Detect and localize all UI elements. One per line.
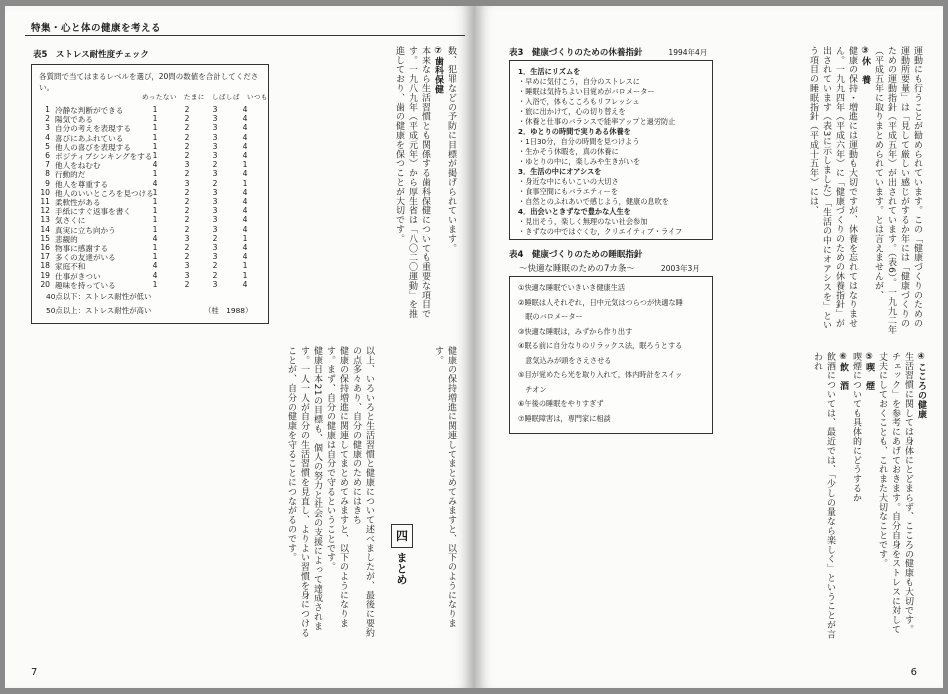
table3-line: ・休養と仕事のバランスで能率アップと過労防止 bbox=[518, 117, 676, 126]
right-text-17: 生活習慣に関しては身体にとどまら bbox=[903, 352, 913, 503]
right-text-22: にしておくことも、これまた大切なこ bbox=[877, 370, 887, 531]
book-gutter bbox=[469, 6, 479, 688]
table5-instruction: 各質問で当てはまるレベルを選び，20問の数値を合計してください。 bbox=[39, 72, 259, 92]
table3-line: ・ゆとりの中に，楽しみや生きがいを bbox=[518, 157, 641, 166]
left-text-0: 数、犯罪などの予防に目標が掲げられ bbox=[446, 46, 456, 206]
section-number: 四 bbox=[391, 524, 413, 548]
table5-row-number: 5 bbox=[45, 141, 50, 151]
left-text-13: うことです。 bbox=[325, 515, 335, 572]
table5-score: 1 bbox=[152, 243, 158, 252]
table4-title: 表4 健康づくりのための睡眠指針 bbox=[509, 250, 643, 260]
right-text-27: の量なら楽しく」ということが言われ bbox=[812, 352, 835, 639]
table3-line: 1．生活にリズムを bbox=[518, 67, 581, 76]
right-subhead-mind: ④こころの健康 bbox=[916, 352, 926, 419]
table3-line: ・睡眠は気持ちよい目覚めがバロメーター bbox=[518, 87, 655, 96]
table4-line: 意気込みが頭をさえさせる bbox=[518, 355, 612, 365]
table5-score: 2 bbox=[184, 114, 190, 124]
table5-row bbox=[38, 280, 288, 292]
left-subhead-dental: ⑦歯科保健 bbox=[433, 46, 443, 94]
table5-score: 4 bbox=[242, 252, 248, 262]
table5-score: 2 bbox=[184, 215, 190, 225]
table5-score: 1 bbox=[152, 141, 158, 151]
table3-line: 2．ゆとりの時間で実りある休養を bbox=[518, 127, 631, 136]
table5-row-number: 19 bbox=[40, 270, 50, 280]
table5-score: 1 bbox=[242, 261, 248, 271]
left-upper-text bbox=[261, 46, 457, 328]
table5-score: 4 bbox=[152, 160, 158, 170]
table5-box bbox=[31, 64, 269, 324]
table3-line: ・自然とのふれあいで感じよう，健康の息吹を bbox=[518, 197, 669, 206]
table5-score: 1 bbox=[152, 123, 158, 133]
table5-score: 1 bbox=[152, 151, 158, 160]
table5-row-number: 2 bbox=[45, 114, 50, 124]
running-head: 特集・心と体の健康を考える bbox=[31, 23, 162, 34]
table5-score: 1 bbox=[152, 224, 158, 234]
left-text-15: 社会の支援によって達成されます。 bbox=[299, 346, 322, 631]
left-lower-text bbox=[25, 346, 375, 646]
right-page bbox=[479, 6, 943, 688]
right-upper-text bbox=[723, 46, 923, 336]
right-text-24: 喫煙についても具体的にどうするか bbox=[851, 352, 861, 503]
table5-score: 4 bbox=[242, 123, 248, 133]
right-text-2: 要量」は「見して厳しい感じがするか bbox=[899, 74, 909, 235]
table5-footer1: 40点以下：ストレス耐性が低い bbox=[46, 292, 152, 301]
table3-line: ・きずなの中ではぐくむ，クリエイティブ・ライフ bbox=[518, 227, 683, 236]
right-subhead-smoking: ⑤喫 煙 bbox=[864, 352, 874, 391]
table5-score: 3 bbox=[212, 151, 218, 160]
table5-row-text: 気さくに bbox=[55, 216, 86, 226]
table5-score: 4 bbox=[242, 105, 248, 114]
table3-line: ・1日30分，自分の時間を見つけよう bbox=[518, 137, 640, 146]
table5-score: 2 bbox=[184, 252, 190, 262]
table5-title: 表5 ストレス耐性度チェック bbox=[33, 50, 149, 60]
table5-score: 3 bbox=[212, 206, 218, 216]
table5-score: 3 bbox=[212, 123, 218, 133]
table5-row-number: 14 bbox=[40, 224, 50, 234]
table5-footer2: 50点以上：ストレス耐性が高い bbox=[46, 306, 152, 315]
table3-box bbox=[509, 60, 713, 240]
right-text-9: 健康の保持・増進には運動も大切で bbox=[847, 46, 857, 197]
table5-score: 3 bbox=[212, 105, 218, 114]
table5-score: 4 bbox=[152, 261, 158, 271]
table3-line: ・身近な中にもいこいの大切さ bbox=[518, 177, 619, 186]
left-text-10: 健康の保持増進に関連してまとめて bbox=[338, 346, 348, 497]
right-text-21: す。自分自身をストレスに対して丈夫 bbox=[877, 352, 900, 634]
table5-row-text: 喜びにあふれている bbox=[55, 133, 124, 143]
left-text-9: 多々あり、自分の健康のためにはきち bbox=[351, 364, 361, 525]
left-text-1: ています。 bbox=[446, 205, 456, 253]
table5-row-number: 18 bbox=[40, 261, 50, 271]
table5-score: 1 bbox=[152, 114, 158, 124]
table3-line: ・見出そう，楽しく無理のない社会参加 bbox=[518, 217, 648, 226]
table5-row-text: 物事に感謝する bbox=[55, 244, 109, 253]
table5-score: 2 bbox=[184, 197, 190, 206]
right-text-23: とです。 bbox=[877, 530, 887, 569]
table5-score: 3 bbox=[184, 233, 190, 243]
table5-score: 4 bbox=[242, 243, 248, 252]
table3-line: ・旅に出かけて，心の切り替えを bbox=[518, 107, 626, 116]
table5-score: 3 bbox=[212, 252, 218, 262]
table5-score: 2 bbox=[184, 123, 190, 133]
table5-row-text: 手紙にすぐ返事を書く bbox=[55, 207, 131, 217]
left-edge-text bbox=[417, 346, 457, 646]
table5-score: 3 bbox=[184, 160, 190, 170]
right-text-26: 飲酒については、最近では、「少し bbox=[825, 352, 835, 498]
table5-row-text: 他人のいいところを見つける bbox=[55, 188, 154, 198]
left-text-12: まず、自分の健康は自分で守るとい bbox=[325, 364, 335, 516]
table5-score: 1 bbox=[152, 206, 158, 216]
table5-row-number: 11 bbox=[40, 197, 50, 206]
table4-subtitle-text: ～快適な睡眠のための7カ条～ bbox=[519, 264, 635, 274]
right-text-3: 年には「健康づくりのための運動指針 bbox=[886, 46, 909, 329]
table4-line: ②睡眠は人それぞれ，日中元気はつらつが快適な睡 bbox=[518, 297, 683, 307]
table5-score: 1 bbox=[152, 169, 158, 179]
table5-score: 2 bbox=[184, 224, 190, 234]
table5-row-number: 6 bbox=[45, 151, 50, 160]
left-page-number: 7 bbox=[31, 667, 38, 678]
table4-subtitle bbox=[519, 262, 700, 274]
table4-line: ③快適な睡眠は，みずから作り出す bbox=[518, 326, 633, 336]
left-text-20: 健康の保持増進に関連してまとめて bbox=[446, 346, 456, 497]
table5-score: 3 bbox=[212, 197, 218, 206]
header-rule bbox=[25, 35, 465, 36]
right-text-11: 九九四年（平成六年）に「健康づくり bbox=[834, 74, 844, 235]
table5-score: 4 bbox=[242, 141, 248, 151]
table5-score: 1 bbox=[242, 178, 248, 188]
table5-score: 1 bbox=[242, 160, 248, 170]
table5-score: 3 bbox=[212, 215, 218, 225]
table5-score: 2 bbox=[212, 270, 218, 280]
table3-date: 1994年4月 bbox=[668, 48, 708, 57]
right-text-18: ず、こころの健康も大切です。 bbox=[903, 502, 913, 635]
table5-score: 4 bbox=[242, 197, 248, 206]
table5-score: 1 bbox=[242, 270, 248, 280]
table5-row-text: 家庭不和 bbox=[55, 262, 86, 272]
table5-score: 2 bbox=[184, 105, 190, 114]
table5-score: 3 bbox=[212, 141, 218, 151]
table5-score: 2 bbox=[184, 132, 190, 142]
table5-score: 4 bbox=[242, 279, 248, 289]
table5-score: 3 bbox=[212, 279, 218, 289]
table5-row-number: 3 bbox=[45, 123, 50, 133]
right-text-1: す。この「健康づくりのための運動所 bbox=[899, 46, 922, 329]
table5-score: 4 bbox=[242, 114, 248, 124]
table5-score: 2 bbox=[184, 151, 190, 160]
table5-score: 3 bbox=[212, 132, 218, 142]
table5-score: 3 bbox=[212, 187, 218, 197]
right-text-5: （表6）。一九九二年（平成五 bbox=[873, 46, 896, 335]
table5-row-text: 自分の考えを表現する bbox=[55, 124, 131, 134]
left-text-16: 一人一人が自分の生活習慣を見直し、 bbox=[299, 364, 309, 525]
table5-row-number: 20 bbox=[40, 279, 50, 289]
table5-columns: めったない たまに しばしば いつも bbox=[142, 93, 268, 101]
left-text-18: 自分の健康を守ることにつながるので bbox=[286, 383, 296, 544]
left-text-5: は「八〇二〇運動」を推進しており、 bbox=[394, 46, 417, 319]
table5-score: 2 bbox=[212, 160, 218, 170]
right-lower-text bbox=[497, 352, 927, 642]
table5-row-text: 他人を尊重する bbox=[55, 179, 109, 189]
table5-score: 4 bbox=[242, 206, 248, 216]
table5-row-number: 12 bbox=[40, 206, 50, 216]
table4-line: ④眠る前に自分なりのリラックス法，眠ろうとする bbox=[518, 341, 683, 350]
table5-row-text: 真実に立ち向かう bbox=[55, 225, 116, 235]
table4-line: ⑤目が覚めたら光を取り入れて，体内時計をスイッ bbox=[518, 370, 683, 379]
table3-line: ・生かそう休暇を，真の休養に bbox=[518, 147, 619, 156]
left-text-21: みますと、以下のようになります。 bbox=[433, 346, 456, 629]
table5-row-number: 1 bbox=[45, 105, 50, 114]
table5-score: 2 bbox=[184, 187, 190, 197]
table4-date: 2003年3月 bbox=[660, 264, 700, 273]
right-text-20: チェック」を参考にあげておきま bbox=[890, 352, 900, 493]
right-subhead-rest: ③休 養 bbox=[860, 46, 870, 85]
table5-source: （桂 1988） bbox=[204, 306, 253, 315]
right-text-14: 「生活の中にオアシスを」という項目 bbox=[808, 46, 831, 330]
table5-score: 3 bbox=[184, 270, 190, 280]
table5-row-number: 10 bbox=[40, 187, 50, 197]
table5-score: 3 bbox=[184, 178, 190, 188]
right-text-10: すが、休養を忘れてはなりません。一 bbox=[834, 46, 857, 329]
table5-row-text: 他人の喜びを表現する bbox=[55, 142, 131, 152]
right-text-4: （平成五年）が出されています。 bbox=[886, 111, 896, 253]
table4-line: 眠のバロメーター bbox=[518, 312, 583, 321]
table5-score: 1 bbox=[242, 233, 248, 243]
table5-score: 2 bbox=[184, 169, 190, 179]
table5-score: 1 bbox=[152, 215, 158, 225]
table5-score: 2 bbox=[184, 206, 190, 216]
left-text-11: みますと、以下のようになります。 bbox=[325, 346, 348, 629]
table5-row-text: ポジティブシンキングをする bbox=[55, 152, 153, 161]
table5-score: 4 bbox=[152, 233, 158, 243]
table5-score: 2 bbox=[212, 178, 218, 188]
table5-row-text: 行動的だ bbox=[55, 170, 86, 180]
right-text-0: 運動にも行うことが勧められていま bbox=[912, 46, 922, 197]
table3-line: 4．出会いときずなで豊かな人生を bbox=[518, 207, 631, 216]
right-text-6: 年に取りまとめられています。 bbox=[873, 83, 883, 216]
table5-row-text: 仕事がきつい bbox=[55, 271, 101, 281]
table5-score: 4 bbox=[152, 270, 158, 280]
table3-title-text: 表3 健康づくりのための休養指針 bbox=[509, 48, 643, 58]
left-text-7: 以上、いろいろと生活習慣と健康に bbox=[364, 346, 374, 497]
table5-row-text: 冷静な判断ができる bbox=[55, 106, 124, 115]
left-text-2: 本来なら生活習慣とも関係する歯 bbox=[420, 46, 430, 187]
table5-score: 2 bbox=[184, 243, 190, 252]
left-text-19: す。 bbox=[286, 543, 296, 563]
right-page-number: 6 bbox=[910, 667, 917, 678]
table5-score: 1 bbox=[152, 187, 158, 197]
right-subhead-alcohol: ⑥飲 酒 bbox=[838, 352, 848, 391]
table5-row-number: 9 bbox=[45, 178, 50, 188]
left-text-4: 一九八九年（平成元年）から厚生省 bbox=[407, 64, 417, 216]
table5-score: 1 bbox=[152, 279, 158, 289]
table5-row-number: 7 bbox=[45, 160, 50, 170]
table5-row-text: 多くの友達がいる bbox=[55, 253, 116, 263]
table3-line: 3．生活の中にオアシスを bbox=[518, 167, 602, 176]
table5-score: 3 bbox=[212, 224, 218, 234]
table5-score: 4 bbox=[242, 132, 248, 142]
table5-score: 3 bbox=[212, 243, 218, 252]
table5-row-text: 趣味を持っている bbox=[55, 280, 116, 290]
table5-row-number: 17 bbox=[40, 252, 50, 262]
left-text-14: 健康日本21の目標も、個人の努力と bbox=[312, 346, 322, 500]
table5-row-number: 13 bbox=[40, 215, 50, 225]
right-text-12: のための休養指針」が出されています bbox=[821, 46, 844, 329]
table5-score: 2 bbox=[184, 141, 190, 151]
table5-score: 3 bbox=[212, 169, 218, 179]
table5-score: 4 bbox=[152, 178, 158, 188]
table4-line: ⑦睡眠障害は，専門家に相談 bbox=[518, 413, 611, 423]
right-text-7: とは言えませんが、 bbox=[873, 215, 883, 300]
left-text-6: 歯の健康を保つことが大切です。 bbox=[394, 102, 404, 244]
table5-score: 1 bbox=[152, 197, 158, 206]
table3-title bbox=[509, 46, 707, 58]
table5-score: 4 bbox=[242, 224, 248, 234]
table4-line: ①快適な睡眠でいきいき健康生活 bbox=[518, 283, 626, 292]
table5-score: 3 bbox=[184, 261, 190, 271]
table3-line: ・早めに気付こう，自分のストレスに bbox=[518, 77, 640, 86]
right-text-13: （表3に示しました） bbox=[821, 111, 831, 203]
table5-score: 2 bbox=[184, 279, 190, 289]
table5-score: 2 bbox=[212, 233, 218, 243]
table5-score: 2 bbox=[212, 261, 218, 271]
table5-score: 1 bbox=[152, 252, 158, 262]
table5-row-text: 陽気である bbox=[55, 115, 93, 125]
left-text-17: よりよい習慣を身につけることが、 bbox=[286, 346, 309, 638]
table4-line: ⑥午後の睡眠をやりすぎず bbox=[518, 399, 604, 408]
left-page bbox=[5, 6, 469, 688]
table3-line: ・食事空間にもバラエティーを bbox=[518, 187, 619, 196]
table5-score: 4 bbox=[242, 187, 248, 197]
table5-score: 1 bbox=[152, 132, 158, 142]
table3-line: ・入浴で，体もこころもリフレッシュ bbox=[518, 97, 640, 106]
table5-row-number: 4 bbox=[45, 132, 50, 142]
table5-row-text: 他人をねむむ bbox=[55, 161, 101, 171]
section-title: まとめ bbox=[395, 552, 408, 585]
table5-score: 3 bbox=[212, 114, 218, 124]
table5-row-text: 柔軟性がある bbox=[55, 198, 101, 207]
left-text-3: 科保健についても重要な項目です。 bbox=[407, 46, 430, 319]
table5-score: 4 bbox=[242, 151, 248, 160]
table5-row-text: 悲観的 bbox=[55, 234, 78, 244]
table5-score: 4 bbox=[242, 169, 248, 179]
table4-line: チオン bbox=[518, 384, 547, 394]
table5-row-number: 8 bbox=[45, 169, 50, 179]
right-text-15: の睡眠指針（平成十五年）には、 bbox=[808, 74, 818, 216]
table5-row-number: 16 bbox=[40, 243, 50, 252]
table5-score: 1 bbox=[152, 105, 158, 114]
table5-row-number: 15 bbox=[40, 233, 50, 243]
table5-score: 4 bbox=[242, 215, 248, 225]
left-text-8: ついて述べましたが、最後に要約の点 bbox=[351, 346, 374, 638]
